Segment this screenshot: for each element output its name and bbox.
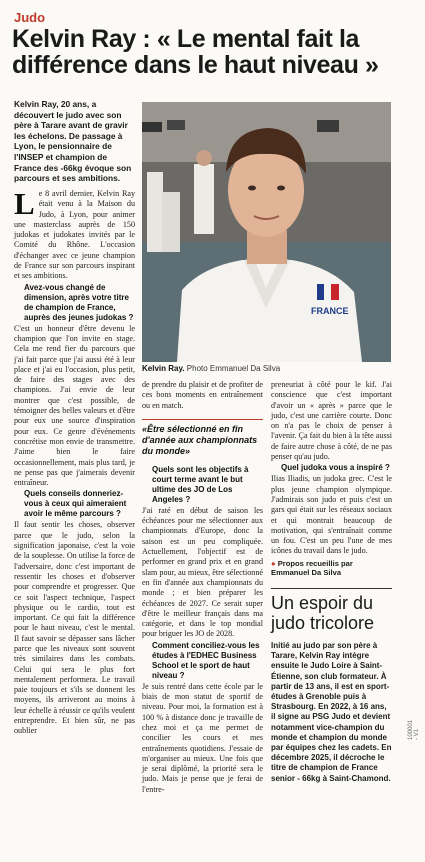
answer-1: C'est un honneur d'être devenu le champion que l'on invite en stage. Cela me rend fier du parcours que j'ai fait parce que j'ai aussi été à leur place et j'ai eu l'occasion, plus petit, de faire des stages avec des champions. J'ai envie de leur montrer que c'est possible, de témoigner des belles valeurs et d'être pour eux une source d'inspiration pour eux. Ce genre d'événements concrétise mon envie de transmettre. J'aime bien le faire occasionnellement, mais plus tard, je ne pense pas que j'aimerais devenir entraîneur. <box>14 323 135 488</box>
box-body: Initié au judo par son père à Tarare, Kelvin Ray intègre ensuite le Judo Loire à Saint-Étienne, son club formateur. À partir de 13 ans, il est en sport-études à Grenoble puis à Strasbourg. En 2022, à 16 ans, il signe au PSG Judo et devient notamment vice-champion du monde et champion du monde par équipes chez les cadets. En décembre 2025, il décroche le titre de champion de France senior - 66kg à Saint-Chamond. <box>271 640 392 783</box>
photo-caption <box>142 364 402 374</box>
rubric-label: Judo <box>14 10 46 25</box>
interview-credit: ● Propos recueillis par Emmanuel Da Silva <box>271 558 353 578</box>
pull-quote: «Être sélectionné en fin d'année aux championnats du monde» <box>142 419 263 457</box>
question-3: Quels sont les objectifs à court terme avant le but ultime des JO de Los Angeles ? <box>152 464 249 504</box>
question-5: Quel judoka vous a inspiré ? <box>281 463 390 473</box>
box-title: Un espoir du judo tricolore <box>271 592 375 633</box>
article-headline: Kelvin Ray : « Le mental fait la différence dans le haut niveau » <box>12 25 379 79</box>
credit-bullet-icon: ● <box>271 558 276 568</box>
question-4: Comment conciliez-vous les études à l'EDHEC Business School et le sport de haut niveau ? <box>152 640 260 680</box>
article-column-2 <box>142 380 263 796</box>
answer-4: Je suis rentré dans cette école par le biais de mon statut de sportif de niveau. Pour moi, la formation est à 100 % à distance donc je travaille de chez moi et ça me permet de concilier les cours et mes entraînements quotidiens. J'essaie de m'organiser au mieux. Une fois que je serai diplômé, la priorité sera le judo. Mais je pense que je ferai de l'entre- <box>142 681 263 794</box>
answer-5: Ilias Iliadis, un judoka grec. C'est le plus jeune champion olympique. J'admirais son judo et puis c'est un gars qui était sur les réseaux sociaux et qui montrait beaucoup de motivation, qui s'entraînait comme un fou. C'est un peu l'une de mes icônes du travail dans le judo. <box>271 474 392 556</box>
answer-3: J'ai raté en début de saison les échéances pour me sélectionner aux championnats d'Europe, donc la saison est un peu compliquée. Actuellement, l'objectif est de performer en grand prix et en grand slam pour, au mieux, être sélectionné en fin d'année aux championnats du monde ; et bien préparer les échéances de 2027. Ce serait super d'être le meilleur français dans ma catégorie, et dans le top mondial pour briguer les JO de 2028. <box>142 505 263 639</box>
lead-paragraph: Le 8 avril dernier, Kelvin Ray était venu à la Maison du Judo, à Lyon, pour animer une masterclass auprès de 150 judokas et judokates invités par le Comité du Rhône. L'occasion d'échanger avec ce jeune champion de France sur son parcours inspirant et ses ambitions. <box>14 186 135 281</box>
side-code: 100001 - V1 <box>408 719 420 740</box>
article-column-1 <box>14 186 136 738</box>
question-2: Quels conseils donneriez-vous à ceux qui aimeraient avoir le même parcours ? <box>24 489 127 519</box>
portrait-photo <box>142 102 391 362</box>
article-intro: Kelvin Ray, 20 ans, a découvert le judo avec son père à Tarare avant de gravir les échelons. De passage à Lyon, le pensionnaire de l'INSEP et champion de France des -66kg évoque son parcours et ses ambitions. <box>14 99 132 184</box>
answer-4-continued: preneuriat à côté pour le kif. J'ai conscience que c'est important d'avoir un « après » parce que le judo, c'est une carrière courte. Donc on n'a pas le choix de penser à l'avenir. Ça fait du bien à la tête aussi de faire autre chose à côté, de ne pas penser qu'au judo. <box>271 380 392 462</box>
jacket-france-text: FRANCE <box>311 306 349 316</box>
dropcap: L <box>14 186 35 221</box>
answer-2-continued: de prendre du plaisir et de profiter de ces bons moments en entraînement ou en match. <box>142 380 263 410</box>
caption-name: Kelvin Ray. <box>142 364 185 373</box>
answer-2: Il faut sentir les choses, observer parce que le judo, selon la signification japonaise, c'est la voie de la souplesse. On utilise la force de l'adversaire, donc c'est important de ressentir les choses et d'observer pour comprendre et progresser. Que ce soit l'aspect technique, l'aspect physique ou le cardio, tout est important. Ce qui fait la différence pour le haut niveau, c'est le mental. Il faut savoir se dépasser sans lâcher parce que les niveaux sont souvent très similaires dans les combats. Celui qui sera le plus fort mentalement performera. Le travail paie toujours et s'ils se donnent les moyens, ils arriveront au moins à leur échelle à réussir ce qu'ils veulent entreprendre. Et bien sûr, ne pas oublier <box>14 520 136 736</box>
box-divider <box>271 588 392 589</box>
question-1: Avez-vous changé de dimension, après votre titre de champion de France, auprès des jeunes judokas ? <box>24 282 134 322</box>
caption-credit: Photo Emmanuel Da Silva <box>186 364 281 373</box>
article-column-3 <box>271 380 392 784</box>
